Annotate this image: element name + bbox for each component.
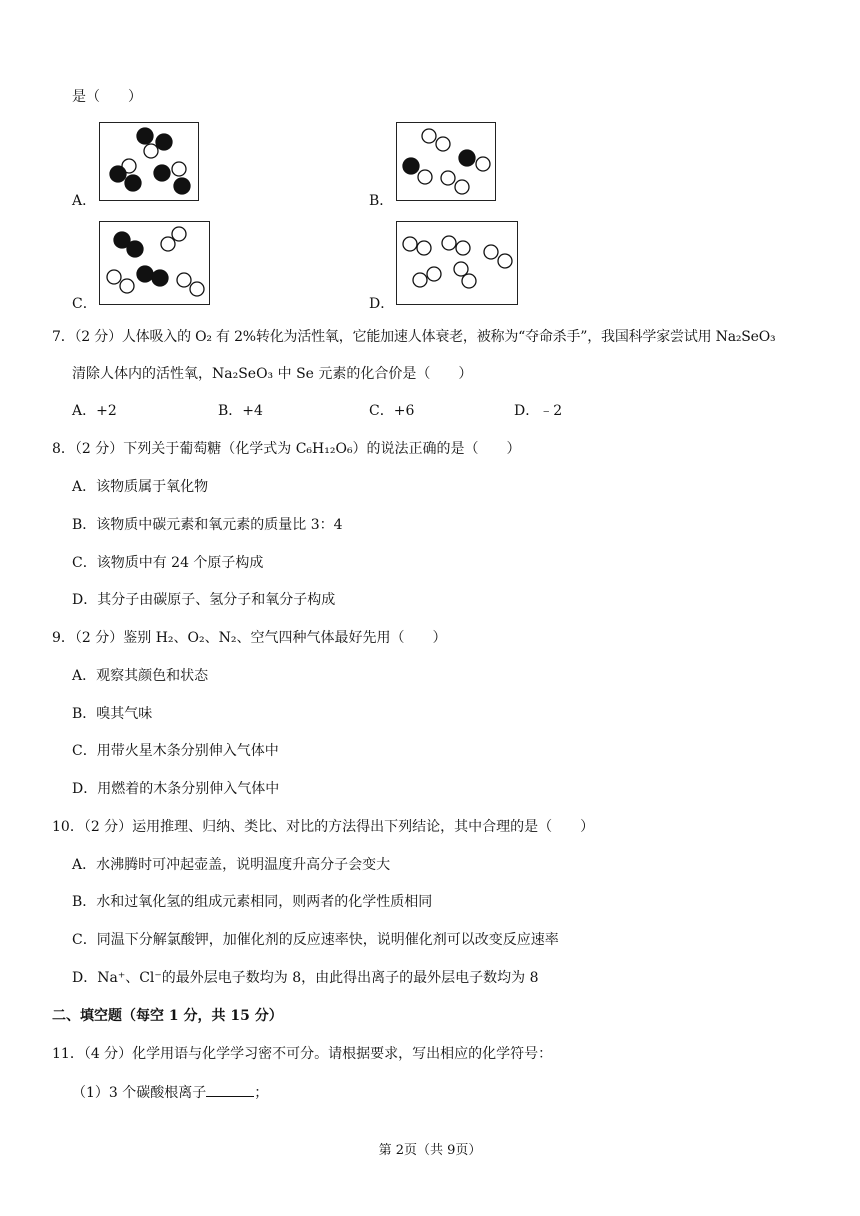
option-c-molecules bbox=[100, 222, 211, 306]
black-atom bbox=[152, 270, 168, 286]
question-11-sub1-text: （1）3 个碳酸根离子 bbox=[72, 1085, 207, 1101]
white-atom bbox=[120, 279, 134, 293]
question-8-option-c: C．该物质中有 24 个原子构成 bbox=[72, 555, 264, 571]
black-atom bbox=[156, 134, 172, 150]
option-b-molecules bbox=[397, 123, 497, 202]
question-6-tail: 是（ ） bbox=[72, 89, 142, 105]
question-9-option-a: A．观察其颜色和状态 bbox=[72, 668, 209, 684]
question-8-option-d: D．其分子由碳原子、氢分子和氧分子构成 bbox=[72, 592, 336, 608]
question-10-option-b: B．水和过氧化氢的组成元素相同，则两者的化学性质相同 bbox=[72, 894, 433, 910]
question-9-option-c: C．用带火星木条分别伸入气体中 bbox=[72, 743, 279, 759]
white-atom bbox=[462, 274, 476, 288]
page-footer: 第 2页（共 9页） bbox=[378, 1143, 482, 1158]
question-7-stem-line1: 7．（2 分）人体吸入的 O₂ 有 2%转化为活性氧，它能加速人体衰老，被称为“夺命杀手”，我国科学家尝试用 Na₂SeO₃ bbox=[52, 329, 776, 345]
question-7-option-c: C．+6 bbox=[369, 403, 415, 419]
black-atom bbox=[110, 166, 126, 182]
white-atom bbox=[190, 282, 204, 296]
question-9-option-b: B．嗅其气味 bbox=[72, 706, 153, 722]
black-atom bbox=[174, 178, 190, 194]
question-10-stem: 10．（2 分）运用推理、归纳、类比、对比的方法得出下列结论，其中合理的是（ ） bbox=[52, 819, 595, 835]
option-d-diagram bbox=[396, 221, 518, 305]
option-d-label: D． bbox=[369, 296, 395, 312]
black-atom bbox=[137, 266, 153, 282]
question-9-option-d: D．用燃着的木条分别伸入气体中 bbox=[72, 781, 280, 797]
answer-blank[interactable] bbox=[206, 1082, 254, 1097]
white-atom bbox=[403, 237, 417, 251]
black-atom bbox=[137, 128, 153, 144]
white-atom bbox=[427, 267, 441, 281]
option-a-molecules bbox=[100, 123, 200, 202]
black-atom bbox=[125, 175, 141, 191]
black-atom bbox=[154, 165, 170, 181]
white-atom bbox=[417, 241, 431, 255]
question-10-option-d: D．Na⁺、Cl⁻的最外层电子数均为 8，由此得出离子的最外层电子数均为 8 bbox=[72, 970, 539, 986]
question-9-stem: 9．（2 分）鉴别 H₂、O₂、N₂、空气四种气体最好先用（ ） bbox=[52, 630, 447, 646]
white-atom bbox=[177, 273, 191, 287]
white-atom bbox=[172, 227, 186, 241]
white-atom bbox=[455, 180, 469, 194]
white-atom bbox=[456, 241, 470, 255]
white-atom bbox=[422, 129, 436, 143]
white-atom bbox=[441, 171, 455, 185]
white-atom bbox=[436, 137, 450, 151]
question-7-option-a: A．+2 bbox=[72, 403, 117, 419]
white-atom bbox=[484, 245, 498, 259]
question-7-option-d: D．﹣2 bbox=[514, 403, 563, 419]
option-c-label: C． bbox=[72, 296, 97, 312]
question-11-stem: 11．（4 分）化学用语与化学学习密不可分。请根据要求，写出相应的化学符号： bbox=[52, 1046, 553, 1062]
white-atom bbox=[454, 262, 468, 276]
option-a-diagram bbox=[99, 122, 199, 201]
section-2-heading: 二、填空题（每空 1 分，共 15 分） bbox=[52, 1008, 283, 1024]
black-atom bbox=[403, 158, 419, 174]
white-atom bbox=[107, 270, 121, 284]
question-10-option-c: C．同温下分解氯酸钾，加催化剂的反应速率快，说明催化剂可以改变反应速率 bbox=[72, 932, 559, 948]
white-atom bbox=[498, 254, 512, 268]
option-c-diagram bbox=[99, 221, 210, 305]
option-b-diagram bbox=[396, 122, 496, 201]
question-7-stem-line2: 清除人体内的活性氧，Na₂SeO₃ 中 Se 元素的化合价是（ ） bbox=[72, 366, 473, 382]
white-atom bbox=[413, 273, 427, 287]
black-atom bbox=[459, 150, 475, 166]
white-atom bbox=[418, 170, 432, 184]
white-atom bbox=[161, 237, 175, 251]
question-8-option-b: B．该物质中碳元素和氧元素的质量比 3：4 bbox=[72, 517, 343, 533]
question-8-stem: 8．（2 分）下列关于葡萄糖（化学式为 C₆H₁₂O₆）的说法正确的是（ ） bbox=[52, 441, 521, 457]
white-atom bbox=[442, 236, 456, 250]
question-7-option-b: B．+4 bbox=[218, 403, 263, 419]
option-d-molecules bbox=[397, 222, 519, 306]
black-atom bbox=[127, 241, 143, 257]
option-a-label: A． bbox=[72, 193, 97, 209]
option-b-label: B． bbox=[369, 193, 394, 209]
question-11-sub1 bbox=[72, 1082, 268, 1103]
question-10-option-a: A．水沸腾时可冲起壶盖，说明温度升高分子会变大 bbox=[72, 857, 391, 873]
question-8-option-a: A．该物质属于氧化物 bbox=[72, 479, 209, 495]
white-atom bbox=[172, 162, 186, 176]
white-atom bbox=[144, 144, 158, 158]
white-atom bbox=[476, 157, 490, 171]
question-11-sub1-end: ； bbox=[254, 1085, 269, 1101]
